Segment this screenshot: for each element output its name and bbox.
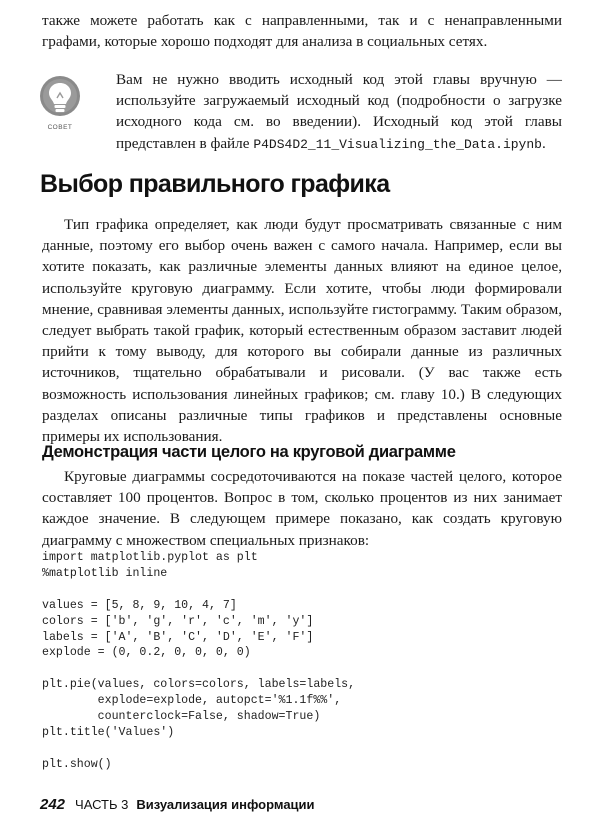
tip-caption: СОВЕТ — [47, 124, 73, 131]
code-line: explode=explode, autopct='%1.1f%%', — [42, 694, 342, 708]
footer-section: Визуализация информации — [136, 797, 315, 812]
tip-text: Вам не нужно вводить исходный код этой главы вручную — используйте загружаемый исходный код (подробности о загрузке исходного кода см. во введении). Исходный код этой главы представлен в файле P4DS4D2_11_Visualizing_the_Data.ipynb. — [116, 71, 562, 152]
section-heading: Выбор правильного графика — [40, 170, 390, 198]
intro-paragraph: также можете работать как с направленными, так и с ненаправленными графами, которые хорошо подходят для анализа в социальных сетях. — [42, 12, 562, 51]
subsection-heading: Демонстрация части целого на круговой диаграмме — [42, 443, 456, 461]
page-number: 242 — [40, 796, 66, 813]
code-line: %matplotlib inline — [42, 566, 168, 580]
code-line: import matplotlib.pyplot as plt — [42, 551, 258, 564]
code-line: plt.title('Values') — [42, 725, 175, 739]
section-paragraph: Тип графика определяет, как люди будут просматривать связанные с ним данные, поэтому его выбор очень важен с самого начала. Например, если вы хотите показать, как различные элементы данных влияют на единое целое, используйте круговую диаграмму. Если хотите, чтобы люди формировали мнение, сравнивая элементы данных, используйте гистограмму. Таким образом, следует выбрать такой график, который естественным образом заставит людей прийти к тому выводу, для которого вы собирали данные из различных источников, тщательно обрабатывали и рисовали. (У вас также есть возможность использования линейных графиков; см. главу 10.) В следующих разделах описаны различные типы графиков и представлены основные примеры их использования. — [42, 216, 562, 446]
page-footer — [40, 796, 315, 813]
code-line: values = [5, 8, 9, 10, 4, 7] — [42, 598, 237, 612]
footer-part: ЧАСТЬ 3 — [75, 797, 129, 812]
code-line: plt.show() — [42, 757, 112, 771]
lightbulb-icon — [38, 74, 82, 130]
code-line: counterclock=False, shadow=True) — [42, 710, 321, 724]
code-line: colors = ['b', 'g', 'r', 'c', 'm', 'y'] — [42, 614, 314, 628]
tip-file-name: P4DS4D2_11_Visualizing_the_Data.ipynb — [253, 136, 542, 152]
code-line — [42, 582, 562, 598]
code-line — [42, 741, 562, 757]
subsection-paragraph: Круговые диаграммы сосредоточиваются на показе частей целого, которое составляет 100 процентов. Вопрос в том, сколько процентов из них занимает каждое значение. В следующем примере показано, как создать круговую диаграмму с множеством специальных признаков: — [42, 468, 562, 549]
code-listing — [42, 550, 562, 773]
code-line — [42, 661, 562, 677]
code-line: labels = ['A', 'B', 'C', 'D', 'E', 'F'] — [42, 630, 314, 644]
code-line: explode = (0, 0.2, 0, 0, 0, 0) — [42, 646, 251, 660]
code-line: plt.pie(values, colors=colors, labels=labels, — [42, 678, 356, 692]
